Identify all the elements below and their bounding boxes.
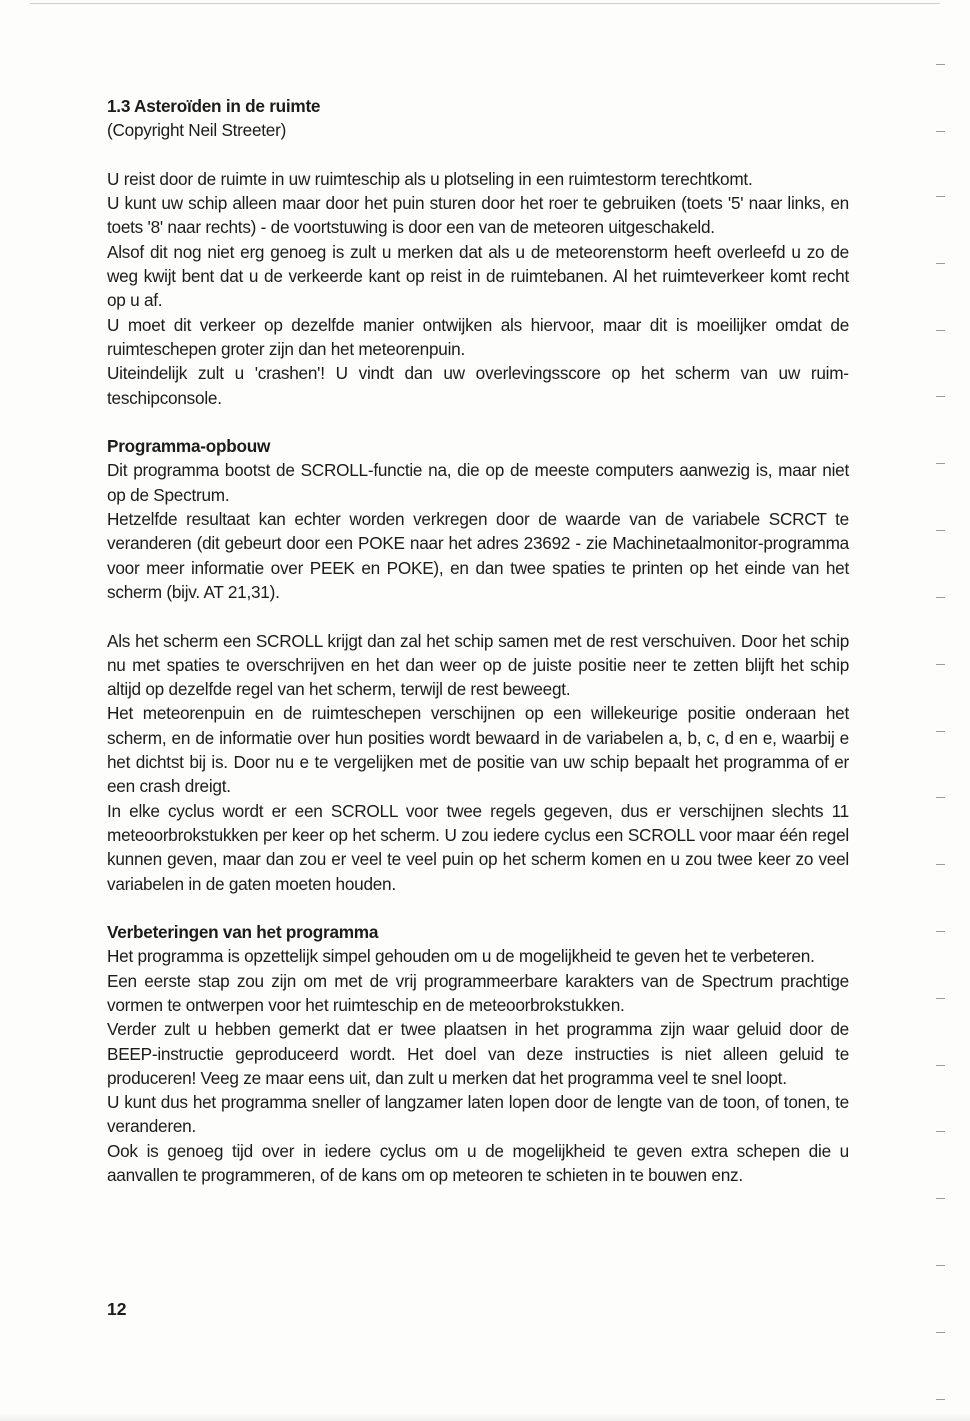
intro-paragraph: Uiteindelijk zult u 'crashen'! U vindt dan uw overlevingsscore op het scherm van uw ruimteschipconsole. [107, 363, 849, 408]
verbeteringen-paragraph: Het programma is opzettelijk simpel gehouden om u de mogelijkheid te geven het te verbeteren. [107, 946, 815, 967]
scan-edge-shade [0, 1413, 970, 1421]
verbeteringen-paragraph: Verder zult u hebben gemerkt dat er twee plaatsen in het programma zijn waar geluid door de BEEP-instructie geproduceerd wordt. Het doel van deze instructies is niet alleen geluid te produceren! Veeg ze maar eens uit, dan zult u merken dat het programma veel te snel loopt. [107, 1019, 849, 1088]
top-rule [30, 3, 940, 4]
margin-tick-marks [936, 0, 946, 1421]
verbeteringen-paragraph: Ook is genoeg tijd over in iedere cyclus om u de mogelijkheid te geven extra schepen die u aanvallen te programmeren, of de kans om op meteoren te schieten in te bouwen enz. [107, 1140, 849, 1186]
paragraph-gap [107, 604, 849, 628]
intro-paragraph: U moet dit verkeer op dezelfde manier ontwijken als hiervoor, maar dit is moeilijker omdat de ruimteschepen groter zijn dan het meteorenpuin. [107, 314, 849, 359]
opbouw-paragraph: Het meteorenpuin en de ruimteschepen verschijnen op een willekeurige positie onderaan het scherm, en de informatie over hun posities wordt bewaard in de variabelen a, b, c, d en e, waarbij e het dichtst bij is. Door nu e te vergelijken met de positie van uw schip bepaalt het programma of er een crash dreigt. [107, 703, 849, 797]
page-content [107, 94, 849, 1187]
heading-programma-opbouw: Programma-opbouw [107, 436, 271, 457]
intro-paragraph: U reist door de ruimte in uw ruimteschip als u plotseling in een ruimtestorm terechtkomt. [107, 168, 753, 189]
section-subtitle: (Copyright Neil Streeter) [107, 120, 287, 141]
opbouw-paragraph: In elke cyclus wordt er een SCROLL voor twee regels gegeven, dus er verschijnen slechts 11 meteoorbrokstukken per keer op het scherm. U zou iedere cyclus een SCROLL voor maar één regel kunnen geven, maar dan zou er veel te veel puin op het scherm komen en u zou twee keer zo veel variabelen in de gaten moeten houden. [107, 800, 849, 894]
page-number: 12 [107, 1299, 127, 1319]
verbeteringen-paragraph: U kunt dus het programma sneller of langzamer laten lopen door de lengte van de toon, of tonen, te veranderen. [107, 1092, 849, 1137]
opbouw-paragraph: Dit programma bootst de SCROLL-functie na, die op de meeste computers aanwezig is, maar niet op de Spectrum. [107, 460, 849, 505]
verbeteringen-paragraph: Een eerste stap zou zijn om met de vrij programmeerbare karakters van de Spectrum prachtige vormen te ontwerpen voor het ruimteschip en de meteoorbrokstukken. [107, 970, 849, 1015]
heading-verbeteringen: Verbeteringen van het programma [107, 922, 379, 943]
intro-paragraph: Alsof dit nog niet erg genoeg is zult u merken dat als u de meteorenstorm heeft overleefd u zo de weg kwijt bent dat u de verkeerde kant op reist in de ruimtebanen. Al het ruimteverkeer komt recht op u af. [107, 241, 849, 311]
opbouw-paragraph: Als het scherm een SCROLL krijgt dan zal het schip samen met de rest verschuiven. Door het schip nu met spaties te overschrijven en het dan weer op de juiste positie neer te zetten blijft het schip altijd op dezelfde regel van het scherm, terwijl de rest beweegt. [107, 630, 849, 700]
section-title: 1.3 Asteroïden in de ruimte [107, 96, 321, 116]
intro-paragraph: U kunt uw schip alleen maar door het puin sturen door het roer te gebruiken (toets '5' naar links, en toets '8' naar rechts) - de voortstuwing is door een van de meteoren uitgeschakeld. [107, 193, 849, 238]
opbouw-paragraph: Hetzelfde resultaat kan echter worden verkregen door de waarde van de variabele SCRCT te veranderen (dit gebeurt door een POKE naar het adres 23692 - zie Machinetaalmonitor-programma voor meer informatie over PEEK en POKE), en dan twee spaties te printen op het einde van het scherm (bijv. AT 21,31). [107, 509, 849, 602]
